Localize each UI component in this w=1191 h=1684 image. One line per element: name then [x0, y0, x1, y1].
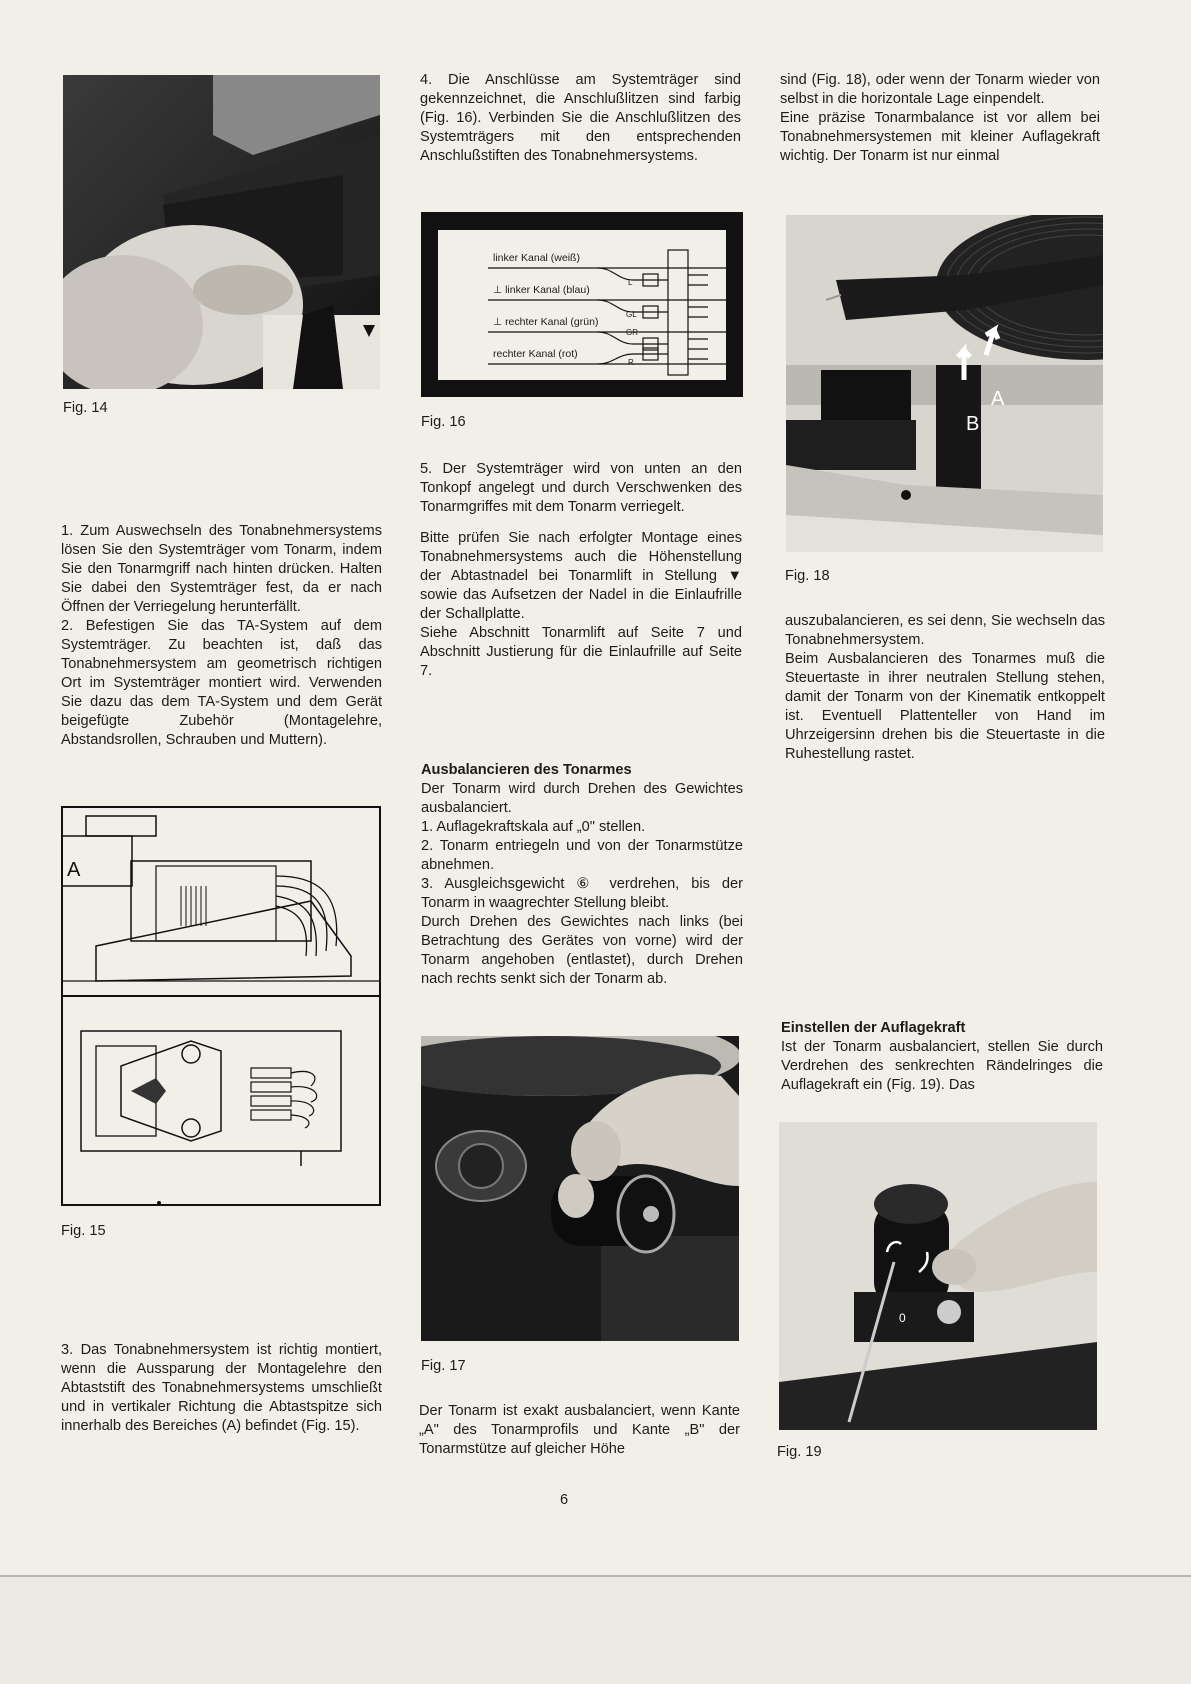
middle-text-block-1: [420, 460, 742, 681]
balance-step-1: 1. Auflagekraftskala auf „0" stellen.: [421, 819, 646, 835]
fig17-photo: [421, 1036, 739, 1341]
reference-paragraph: Siehe Abschnitt Tonarmlift auf Seite 7 und Abschnitt Justierung für die Einlaufrille auf Seite 7.: [420, 625, 742, 679]
fig18-caption: Fig. 18: [785, 568, 830, 584]
fig19-caption: Fig. 19: [777, 1444, 822, 1460]
left-text-block-1: [61, 522, 382, 750]
force-paragraph: Ist der Tonarm ausbalanciert, stellen Sie durch Verdrehen des senkrechten Rändelringes die Auflagekraft ein (Fig. 19). Das: [781, 1039, 1103, 1093]
fig18-label-a: A: [991, 388, 1005, 410]
balance-section: [421, 761, 743, 989]
fig16-label-green: ⊥ rechter Kanal (grün): [493, 316, 599, 328]
fig15-caption: Fig. 15: [61, 1223, 106, 1239]
precision-paragraph: Eine präzise Tonarmbalance ist vor allem bei Tonabnehmersystemen mit kleiner Auflagekraft wichtig. Der Tonarm ist nur einmal: [780, 110, 1100, 164]
step-4-paragraph: 4. Die Anschlüsse am Systemträger sind gekennzeichnet, die Anschlußlitzen sind farbig (Fig. 16). Verbinden Sie die Anschlußlitzen des Systemträgers mit den entsprechenden Anschlußstiften des Tonabnehmersystems.: [420, 72, 741, 164]
fig19-scale-zero: 0: [899, 1311, 906, 1325]
balance-direction: Durch Drehen des Gewichtes nach links (bei Betrachtung des Gerätes von vorne) wird der Tonarm angehoben (entlastet), durch Drehen nach rechts senkt sich der Tonarm ab.: [421, 914, 743, 987]
fig14-photo: [63, 75, 380, 389]
fig15-diagram: [61, 806, 381, 1206]
balance-continued-paragraph: sind (Fig. 18), oder wenn der Tonarm wieder von selbst in die horizontale Lage einpendelt.: [780, 72, 1100, 107]
fig16-label-white: linker Kanal (weiß): [493, 252, 580, 264]
fig16-pin-l: L: [628, 278, 633, 287]
step-1-paragraph: 1. Zum Auswechseln des Tonabnehmersystems lösen Sie den Systemträger vom Tonarm, indem Sie den Tonarmgriff nach hinten drücken. Halten Sie dabei den Systemträger fest, da er nach Öffnen der Verriegelung herunterfällt.: [61, 523, 382, 615]
fig16-diagram: [421, 212, 743, 397]
fig16-pin-gl: GL: [626, 310, 637, 319]
fig16-pin-r: R: [628, 358, 634, 367]
fig19-photo: [779, 1122, 1097, 1430]
balance-step-3: 3. Ausgleichsgewicht ⑥ verdrehen, bis der Tonarm in waagrechter Stellung bleibt.: [421, 876, 743, 911]
balance-intro: Der Tonarm wird durch Drehen des Gewichtes ausbalanciert.: [421, 781, 743, 816]
fig16-pin-gr: GR: [626, 328, 638, 337]
page-bottom-edge: [0, 1575, 1191, 1577]
fig14-caption: Fig. 14: [63, 400, 108, 416]
force-heading: Einstellen der Auflagekraft: [781, 1020, 966, 1036]
force-section: [781, 1019, 1103, 1095]
check-paragraph: Bitte prüfen Sie nach erfolgter Montage eines Tonabnehmersystems auch die Höhenstellung der Abtastnadel bei Tonarmlift in Stellung ▼ sowie das Aufsetzen der Nadel in die Einlaufrille der Schallplatte.: [420, 530, 742, 622]
rebalance-paragraph: auszubalancieren, es sei denn, Sie wechseln das Tonabnehmersystem.: [785, 613, 1105, 648]
fig16-caption: Fig. 16: [421, 414, 466, 430]
fig16-label-blue: ⊥ linker Kanal (blau): [493, 284, 590, 296]
step-2-paragraph: 2. Befestigen Sie das TA-System auf dem Systemträger. Zu beachten ist, daß das Tonabnehmersystem am geometrisch richtigen Ort im Systemträger montiert wird. Verwenden Sie dazu das dem TA-System und dem Gerät beigefügte Zubehör (Montagelehre, Abstandsrollen, Schrauben und Muttern).: [61, 618, 382, 748]
balance-step-2: 2. Tonarm entriegeln und von der Tonarmstütze abnehmen.: [421, 838, 743, 873]
fig17-caption: Fig. 17: [421, 1358, 466, 1374]
fig18-label-b: B: [966, 413, 980, 435]
balance-heading: Ausbalancieren des Tonarmes: [421, 762, 632, 778]
fig16-label-red: rechter Kanal (rot): [493, 348, 578, 360]
control-key-paragraph: Beim Ausbalancieren des Tonarmes muß die Steuertaste in ihrer neutralen Stellung stehen, damit der Tonarm von der Kinematik entkoppelt ist. Eventuell Plattenteller von Hand im Uhrzeigersinn drehen bis die Steuertaste in die Ruhestellung rastet.: [785, 651, 1105, 762]
step-3-paragraph: 3. Das Tonabnehmersystem ist richtig montiert, wenn die Aussparung der Montagelehre den Abtaststift des Tonabnehmersystems umschließt und in vertikaler Richtung die Abtastspitze sich innerhalb des Bereiches (A) befindet (Fig. 15).: [61, 1342, 382, 1434]
right-text-block-2: [785, 612, 1105, 764]
fig16-panel: [438, 230, 726, 380]
fig18-photo: [786, 215, 1103, 552]
page-number: 6: [560, 1492, 569, 1508]
fig15-label-a: A: [67, 859, 81, 881]
right-text-block-1: [780, 71, 1100, 166]
balanced-paragraph: Der Tonarm ist exakt ausbalanciert, wenn Kante „A" des Tonarmprofils und Kante „B" der Tonarmstütze auf gleicher Höhe: [419, 1403, 740, 1457]
step-5-paragraph: 5. Der Systemträger wird von unten an den Tonkopf angelegt und durch Verschwenken des Tonarmgriffes mit dem Tonarm verriegelt.: [420, 461, 742, 515]
